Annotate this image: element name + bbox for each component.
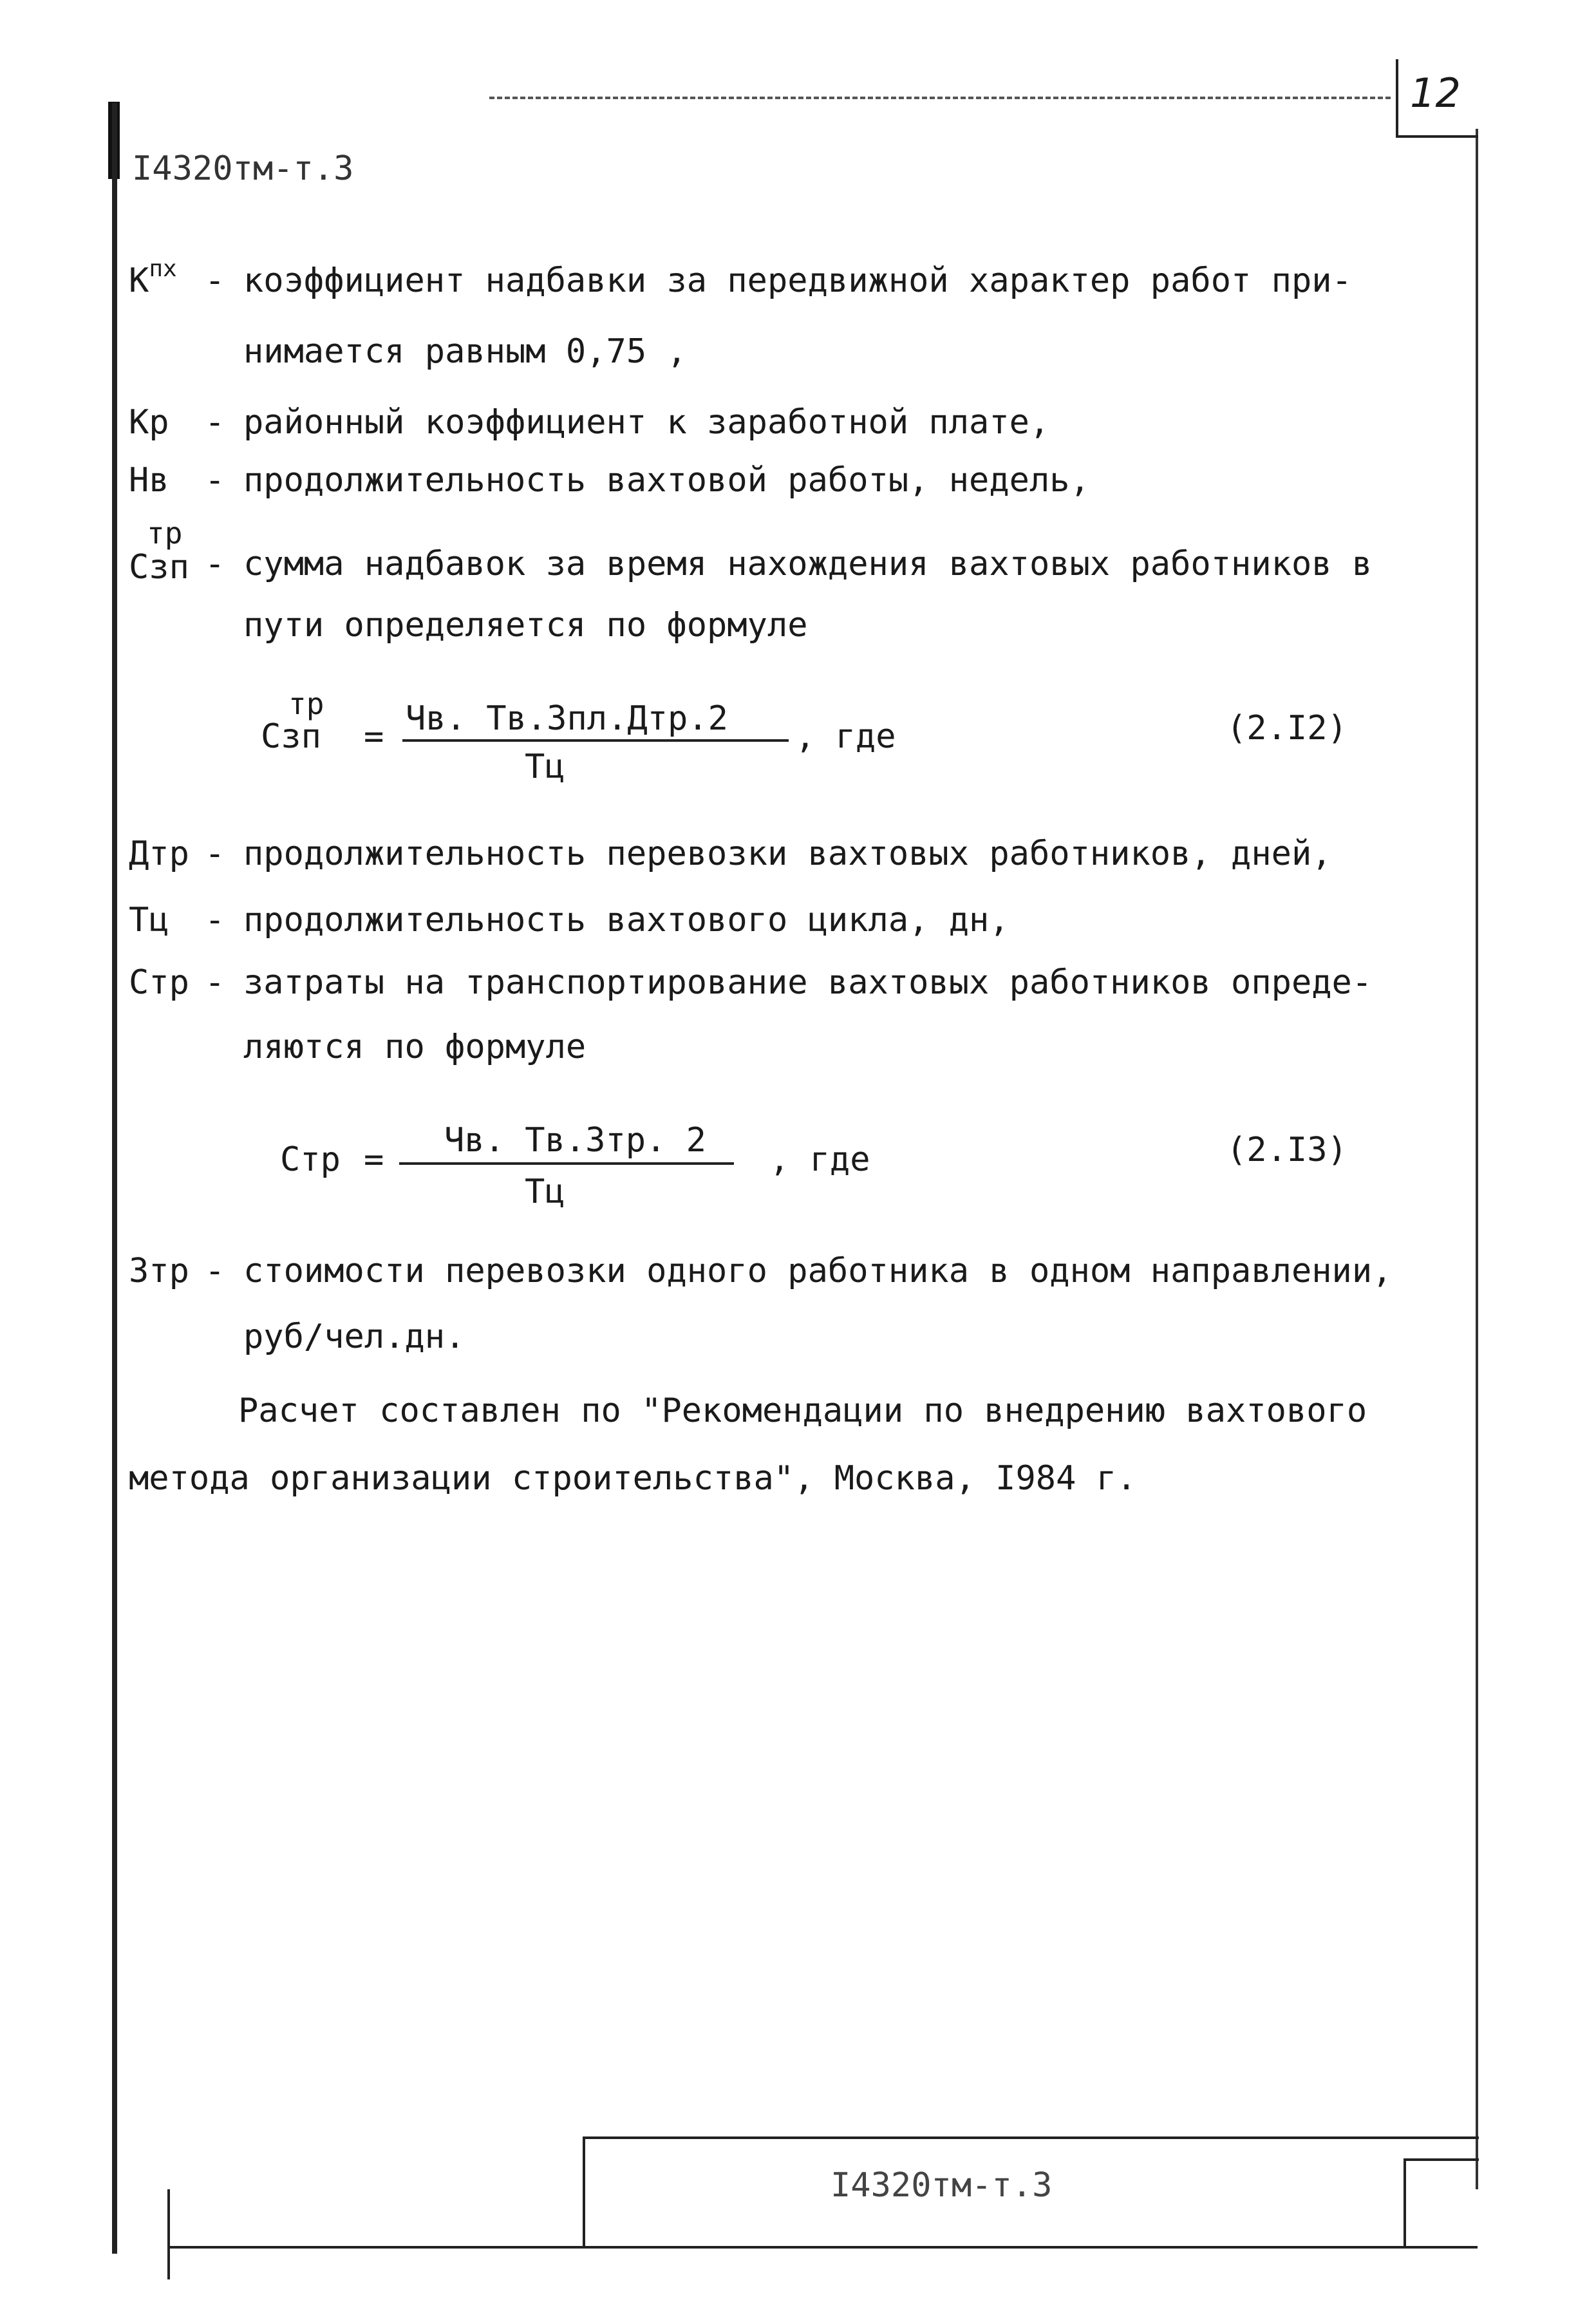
symbol-kr: Кр — [129, 403, 169, 442]
symbol-nv: Нв — [129, 461, 169, 500]
closing-paragraph-line: метода организации строительства", Москва, I984 г. — [129, 1459, 1137, 1498]
left-margin-rule — [112, 103, 117, 2254]
document-code-header: I4320тм-т.3 — [132, 149, 354, 188]
formula-213-fraction-bar — [399, 1162, 734, 1165]
dash: - — [205, 403, 225, 442]
definition-text: затраты на транспортирование вахтовых работников опреде- — [243, 963, 1373, 1002]
dash: - — [205, 901, 225, 939]
formula-213-denominator: Тц — [525, 1173, 565, 1211]
definition-text: продолжительность перевозки вахтовых работников, дней, — [243, 835, 1332, 873]
formula-212-lhs-sup: тр — [288, 686, 324, 721]
dash: - — [205, 1252, 225, 1290]
formula-212-fraction-bar — [402, 739, 789, 742]
formula-213-equals: = — [364, 1140, 384, 1179]
definition-text: продолжительность вахтовой работы, недель, — [243, 461, 1090, 500]
definition-text: районный коэффициент к заработной плате, — [243, 403, 1050, 442]
symbol-szp-sup: тр — [147, 516, 183, 551]
dash: - — [205, 963, 225, 1002]
definition-text: стоимости перевозки одного работника в одном направлении, — [243, 1252, 1393, 1290]
symbol-ztr: Зтр — [129, 1252, 189, 1290]
top-dashed-rule — [489, 97, 1391, 99]
symbol-tc: Тц — [129, 901, 169, 939]
definition-text: ляются по формуле — [243, 1028, 587, 1066]
formula-213-lhs: Стр — [280, 1140, 341, 1179]
formula-212-numerator: Чв. Тв.Зпл.Дтр.2 — [406, 699, 728, 738]
formula-213-number: (2.I3) — [1226, 1131, 1347, 1169]
dash: - — [205, 461, 225, 500]
formula-213-tail: , где — [769, 1140, 870, 1179]
symbol-k-px: $К^{пх}$ — [129, 256, 177, 300]
formula-212-equals: = — [364, 717, 384, 756]
definition-text: коэффициент надбавки за передвижной характер работ при- — [243, 261, 1352, 300]
closing-paragraph-line: Расчет составлен по "Рекомендации по внедрению вахтового — [238, 1391, 1367, 1430]
formula-213-numerator: Чв. Тв.Зтр. 2 — [444, 1121, 706, 1160]
title-block-document-code: I4320тм-т.3 — [831, 2166, 1053, 2205]
formula-212-number: (2.I2) — [1226, 709, 1347, 748]
dash: - — [205, 261, 225, 300]
symbol-szp: Сзп — [129, 548, 189, 587]
definition-text: продолжительность вахтового цикла, дн, — [243, 901, 1009, 939]
title-block-cell — [1404, 2158, 1479, 2249]
definition-text: нимается равным 0,75 , — [243, 332, 687, 371]
definition-text: руб/чел.дн. — [243, 1317, 465, 1356]
definition-text: пути определяется по формуле — [243, 606, 808, 645]
dash: - — [205, 545, 225, 583]
bottom-left-tick — [167, 2189, 170, 2279]
symbol-dtr: Дтр — [129, 835, 189, 873]
bottom-frame-line — [167, 2246, 1478, 2249]
definition-text: сумма надбавок за время нахождения вахтовых работников в — [243, 545, 1373, 583]
formula-212-lhs: Сзп — [261, 717, 321, 756]
page-number: 12 — [1410, 70, 1461, 117]
dash: - — [205, 835, 225, 873]
formula-212-denominator: Тц — [525, 748, 565, 786]
right-margin-rule — [1476, 129, 1478, 2189]
formula-212-tail: , где — [795, 717, 896, 756]
symbol-str: Стр — [129, 963, 189, 1002]
